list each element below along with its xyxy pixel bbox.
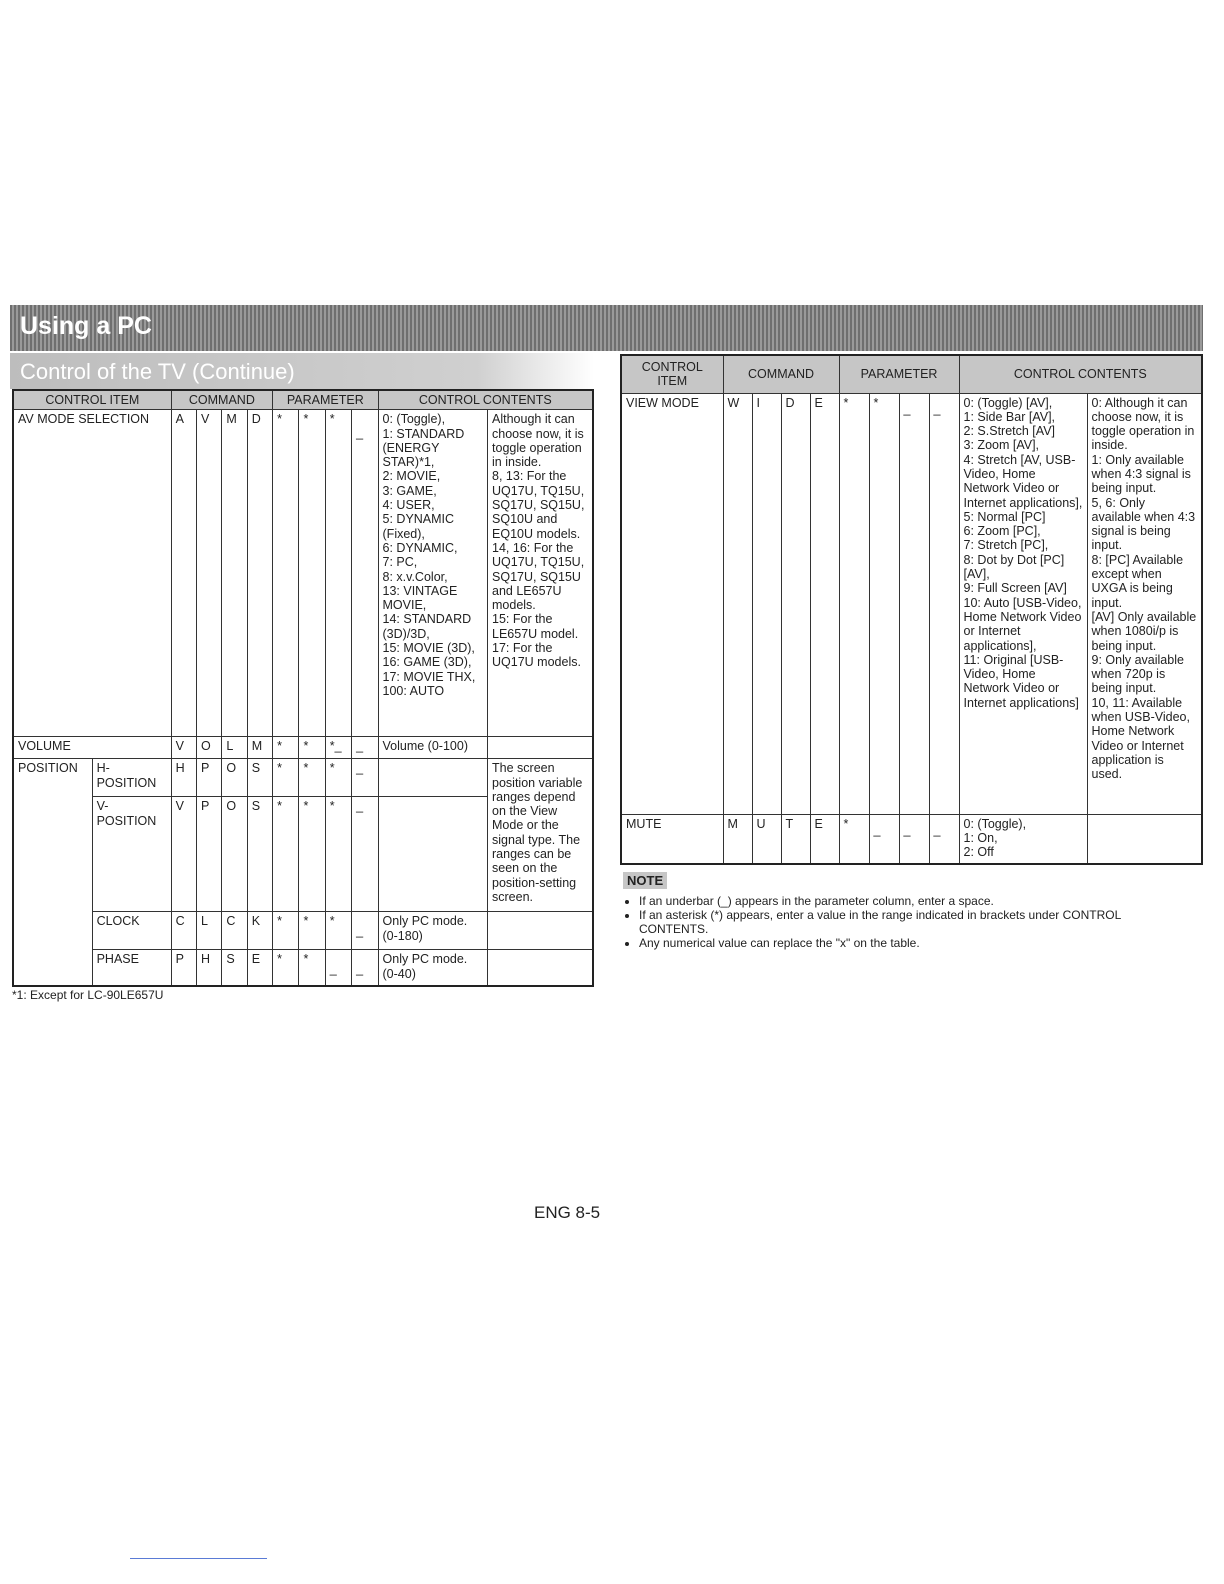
cmd-cell: O xyxy=(197,737,222,759)
list-item: • If an underbar (_) appears in the parameter column, enter a space. xyxy=(639,894,1193,908)
param-cell: _ xyxy=(899,393,929,814)
list-item: • If an asterisk (*) appears, enter a value in the range indicated in brackets under CONTROL CONTENTS. xyxy=(639,908,1193,936)
param-cell: _ xyxy=(352,912,378,950)
param-cell: _ xyxy=(325,950,351,986)
cmd-cell: M xyxy=(222,410,247,737)
contents-cell: Only PC mode. (0-180) xyxy=(378,912,488,950)
sub-item-cell: PHASE xyxy=(92,950,171,986)
table-row xyxy=(13,912,593,950)
header-control-item: CONTROL ITEM xyxy=(621,355,723,393)
cmd-cell: E xyxy=(247,950,272,986)
section-title: Using a PC xyxy=(20,312,152,340)
param-cell: * xyxy=(273,410,299,737)
cmd-cell: P xyxy=(171,950,196,986)
header-parameter: PARAMETER xyxy=(273,390,378,410)
cmd-cell: C xyxy=(222,912,247,950)
footnote: *1: Except for LC-90LE657U xyxy=(12,988,164,1002)
param-cell: _ xyxy=(929,393,959,814)
cmd-cell: P xyxy=(197,759,222,797)
param-cell: * xyxy=(273,912,299,950)
param-cell: * xyxy=(299,797,325,912)
sub-item-cell: V- POSITION xyxy=(92,797,171,912)
param-cell: * xyxy=(325,410,351,737)
param-cell: _ xyxy=(352,410,378,737)
header-command: COMMAND xyxy=(723,355,839,393)
left-command-table xyxy=(12,389,594,987)
param-cell: * xyxy=(273,797,299,912)
header-control-contents: CONTROL CONTENTS xyxy=(959,355,1202,393)
sub-item-cell: H- POSITION xyxy=(92,759,171,797)
cmd-cell: H xyxy=(171,759,196,797)
table-row xyxy=(621,814,1202,864)
param-cell: _ xyxy=(899,814,929,864)
param-cell: * xyxy=(299,410,325,737)
contents-cell: Volume (0-100) xyxy=(378,737,488,759)
notes-cell xyxy=(488,912,593,950)
table-row xyxy=(13,950,593,986)
item-cell: POSITION xyxy=(13,759,92,986)
param-cell: _ xyxy=(352,797,378,912)
item-cell: AV MODE SELECTION xyxy=(13,410,171,737)
param-cell: * xyxy=(299,912,325,950)
cmd-cell: L xyxy=(222,737,247,759)
cmd-cell: S xyxy=(222,950,247,986)
cmd-cell: P xyxy=(197,797,222,912)
item-cell: VIEW MODE xyxy=(621,393,723,814)
header-parameter: PARAMETER xyxy=(839,355,959,393)
param-cell: * xyxy=(839,393,869,814)
contents-cell: 0: (Toggle) [AV], 1: Side Bar [AV], 2: S.Stretch [AV] 3: Zoom [AV], 4: Stretch [AV, USB-Video, Home Network Video or Internet applications], 5: Normal [PC] 6: Zoom [PC], 7: Stretch [PC], 8: Dot by Dot [PC] [AV], 9: Full Screen [AV] 10: Auto [USB-Video, Home Network Video or Internet applications], 11: Original [USB-Video, Home Network Video or Internet applications] xyxy=(959,393,1087,814)
param-cell: * xyxy=(273,737,299,759)
note-list xyxy=(623,894,1193,950)
param-cell: _ xyxy=(869,814,899,864)
header-control-contents: CONTROL CONTENTS xyxy=(378,390,593,410)
page-number: ENG 8-5 xyxy=(534,1203,601,1222)
sub-item-cell: CLOCK xyxy=(92,912,171,950)
table-row xyxy=(13,759,593,797)
cmd-cell: V xyxy=(171,737,196,759)
cmd-cell: D xyxy=(781,393,810,814)
cmd-cell: C xyxy=(171,912,196,950)
contents-cell xyxy=(378,759,488,797)
cmd-cell: H xyxy=(197,950,222,986)
cmd-cell: W xyxy=(723,393,752,814)
param-cell: * xyxy=(325,759,351,797)
param-cell: _ xyxy=(929,814,959,864)
cmd-cell: T xyxy=(781,814,810,864)
param-cell: *_ xyxy=(325,737,351,759)
notes-cell xyxy=(1087,814,1202,864)
param-cell: * xyxy=(299,759,325,797)
cmd-cell: U xyxy=(752,814,781,864)
cmd-cell: O xyxy=(222,759,247,797)
cmd-cell: I xyxy=(752,393,781,814)
cmd-cell: S xyxy=(247,797,272,912)
param-cell: * xyxy=(273,759,299,797)
cmd-cell: O xyxy=(222,797,247,912)
cmd-cell: M xyxy=(247,737,272,759)
notes-cell xyxy=(488,737,593,759)
contents-cell: 0: (Toggle), 1: STANDARD (ENERGY STAR)*1, 2: MOVIE, 3: GAME, 4: USER, 5: DYNAMIC (Fixed), 6: DYNAMIC, 7: PC, 8: x.v.Color, 13: VINTAGE MOVIE, 14: STANDARD (3D)/3D, 15: MOVIE (3D), 16: GAME (3D), 17: MOVIE THX, 100: AUTO xyxy=(378,410,488,737)
table-row xyxy=(13,737,593,759)
param-cell: * xyxy=(299,950,325,986)
notes-cell: The screen position variable ranges depend on the View Mode or the signal type. The ranges can be seen on the position-setting screen. xyxy=(488,759,593,912)
param-cell: * xyxy=(839,814,869,864)
section-banner xyxy=(10,305,1203,351)
param-cell: _ xyxy=(352,759,378,797)
param-cell: _ xyxy=(352,950,378,986)
note-section xyxy=(623,872,1193,950)
contents-cell: Only PC mode. (0-40) xyxy=(378,950,488,986)
right-command-table xyxy=(620,354,1203,865)
subsection-title: Control of the TV (Continue) xyxy=(20,359,295,384)
header-command: COMMAND xyxy=(171,390,272,410)
param-cell: _ xyxy=(352,737,378,759)
param-cell: * xyxy=(325,797,351,912)
notes-cell: 0: Although it can choose now, it is toggle operation in inside. 1: Only available when 4:3 signal is being input. 5, 6: Only available when 4:3 signal is being input. 8: [PC] Available except when UXGA is being input. [AV] Only available when 1080i/p is being input. 9: Only available when 720p is being input. 10, 11: Available when USB-Video, Home Network Video or Internet application is used. xyxy=(1087,393,1202,814)
cmd-cell: M xyxy=(723,814,752,864)
cmd-cell: S xyxy=(247,759,272,797)
contents-cell xyxy=(378,797,488,912)
cmd-cell: D xyxy=(247,410,272,737)
table-row xyxy=(621,393,1202,814)
list-item: • Any numerical value can replace the "x" on the table. xyxy=(639,936,1193,950)
note-label: NOTE xyxy=(623,872,667,889)
param-cell: * xyxy=(299,737,325,759)
cmd-cell: V xyxy=(171,797,196,912)
notes-cell: Although it can choose now, it is toggle operation in inside. 8, 13: For the UQ17U, TQ15U, SQ17U, SQ15U, SQ10U and EQ10U models. 14, 16: For the UQ17U, TQ15U, SQ17U, SQ15U and LE657U models. 15: For the LE657U model. 17: For the UQ17U models. xyxy=(488,410,593,737)
cmd-cell: V xyxy=(197,410,222,737)
divider xyxy=(130,1558,267,1559)
cmd-cell: L xyxy=(197,912,222,950)
item-cell: VOLUME xyxy=(13,737,171,759)
item-cell: MUTE xyxy=(621,814,723,864)
cmd-cell: K xyxy=(247,912,272,950)
contents-cell: 0: (Toggle), 1: On, 2: Off xyxy=(959,814,1087,864)
param-cell: * xyxy=(273,950,299,986)
cmd-cell: A xyxy=(171,410,196,737)
subsection-banner xyxy=(10,353,594,389)
cmd-cell: E xyxy=(810,814,839,864)
cmd-cell: E xyxy=(810,393,839,814)
param-cell: * xyxy=(869,393,899,814)
param-cell: * xyxy=(325,912,351,950)
table-row xyxy=(13,410,593,737)
header-control-item: CONTROL ITEM xyxy=(13,390,171,410)
notes-cell xyxy=(488,950,593,986)
